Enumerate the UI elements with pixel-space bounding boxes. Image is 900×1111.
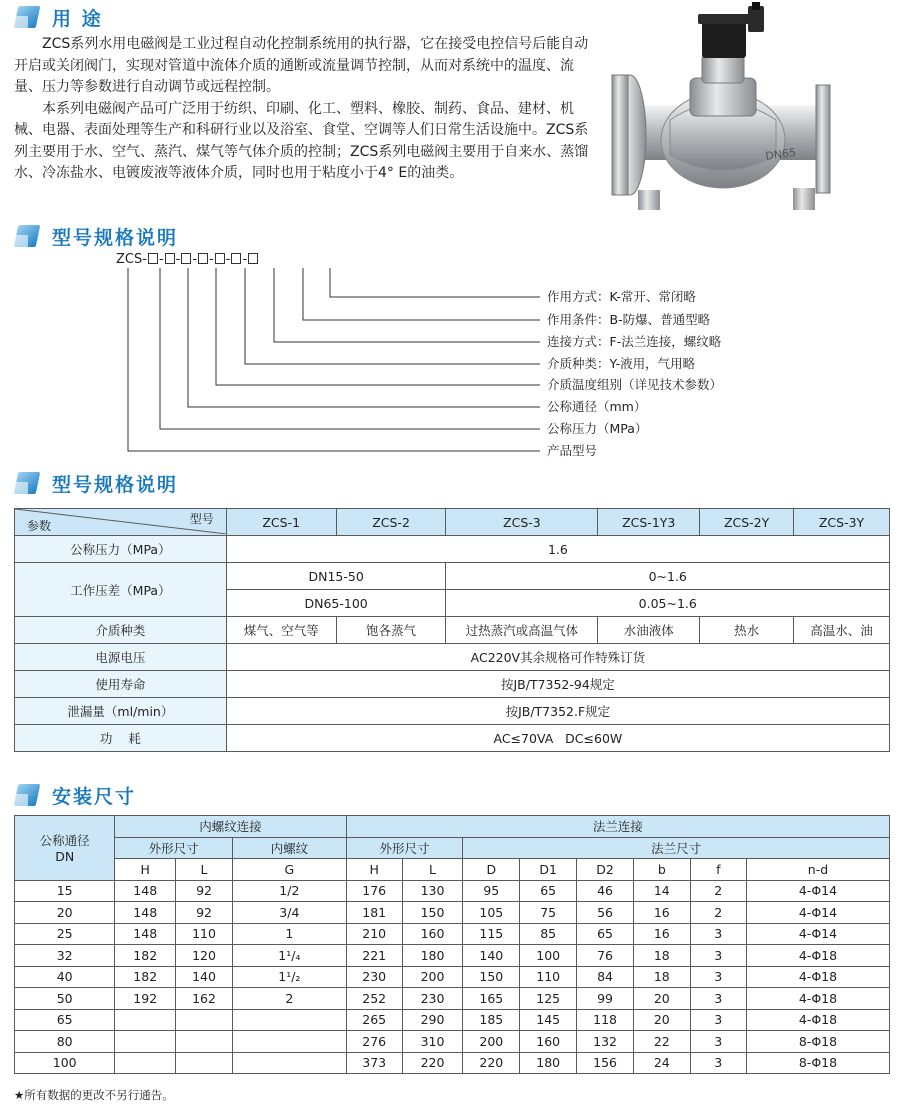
param-value: AC≤70VA DC≤60W [226, 725, 889, 752]
section-bullet-icon [14, 4, 44, 30]
dim-cell-nd: 8-Φ18 [746, 1031, 889, 1053]
dim-cell-th_h: 148 [115, 880, 176, 902]
dim-cell-f: 3 [690, 1052, 746, 1074]
model-header: ZCS-3Y [794, 509, 890, 536]
col-header: n-d [746, 859, 889, 881]
dim-cell-d: 95 [463, 880, 520, 902]
table-row [15, 1009, 890, 1031]
dim-cell-d1: 100 [520, 945, 577, 967]
table-row [15, 536, 890, 563]
dim-cell-fl_h: 176 [346, 880, 402, 902]
param-value: AC220V其余规格可作特殊订货 [226, 644, 889, 671]
outline-header: 外形尺寸 [115, 837, 233, 859]
param-value: 按JB/T7352.F规定 [226, 698, 889, 725]
dim-cell-f: 2 [690, 880, 746, 902]
dim-cell-d: 105 [463, 902, 520, 924]
dim-cell-d1: 145 [520, 1009, 577, 1031]
dim-cell-d2: 65 [577, 923, 634, 945]
dim-cell-d2: 46 [577, 880, 634, 902]
dim-cell-f: 3 [690, 923, 746, 945]
dim-cell-th_l: 140 [176, 966, 233, 988]
dim-cell-nd: 4-Φ18 [746, 1009, 889, 1031]
dim-cell-th_h: 148 [115, 902, 176, 924]
dimension-table [14, 815, 890, 1074]
medium-cell: 高温水、油 [794, 617, 890, 644]
dim-cell-th_l: 92 [176, 902, 233, 924]
dim-cell-d: 115 [463, 923, 520, 945]
thread-header: 内螺纹 [232, 837, 346, 859]
dim-cell-nd: 4-Φ18 [746, 988, 889, 1010]
dn-header [15, 816, 115, 881]
corner-top-label: 型号 [189, 512, 214, 526]
param-value: 0~1.6 [446, 563, 890, 590]
dim-cell-fl_h: 373 [346, 1052, 402, 1074]
dim-cell-d2: 156 [577, 1052, 634, 1074]
col-header: D1 [520, 859, 577, 881]
table-row [15, 725, 890, 752]
corner-cell [15, 509, 227, 536]
dim-cell-th_l [176, 1009, 233, 1031]
section-bullet-icon [14, 223, 44, 249]
dim-cell-fl_l: 200 [402, 966, 463, 988]
medium-cell: 饱各蒸气 [336, 617, 446, 644]
param-label: 泄漏量（ml/min） [15, 698, 227, 725]
dim-cell-d: 165 [463, 988, 520, 1010]
dim-cell-d: 200 [463, 1031, 520, 1053]
table-row [15, 617, 890, 644]
dim-cell-dn: 20 [15, 902, 115, 924]
dim-cell-fl_h: 265 [346, 1009, 402, 1031]
section-header-model [14, 221, 178, 251]
dim-cell-fl_h: 181 [346, 902, 402, 924]
dim-cell-th_l: 162 [176, 988, 233, 1010]
footnote: ★所有数据的更改不另行通告。 [14, 1088, 174, 1102]
table-row [15, 644, 890, 671]
param-label: 公称压力（MPa） [15, 536, 227, 563]
table-row [15, 902, 890, 924]
dim-cell-d1: 85 [520, 923, 577, 945]
dim-cell-d2: 132 [577, 1031, 634, 1053]
dim-cell-dn: 40 [15, 966, 115, 988]
dim-cell-b: 20 [634, 988, 691, 1010]
dim-cell-d2: 99 [577, 988, 634, 1010]
dim-cell-d1: 160 [520, 1031, 577, 1053]
model-code-label: 介质种类：Y-液用，气用略 [547, 356, 696, 371]
dim-cell-g [232, 1009, 346, 1031]
col-header: L [176, 859, 233, 881]
section-title: 型号规格说明 [52, 226, 179, 249]
dim-cell-th_h [115, 1009, 176, 1031]
table-header-row [15, 816, 890, 838]
dim-cell-fl_l: 130 [402, 880, 463, 902]
dim-cell-f: 3 [690, 945, 746, 967]
dim-cell-d: 220 [463, 1052, 520, 1074]
medium-cell: 煤气、空气等 [226, 617, 336, 644]
dim-cell-d1: 125 [520, 988, 577, 1010]
dim-cell-g [232, 1052, 346, 1074]
corner-bottom-label: 参数 [27, 519, 52, 533]
model-header: ZCS-1Y3 [598, 509, 700, 536]
dim-cell-th_l [176, 1031, 233, 1053]
dim-cell-d2: 84 [577, 966, 634, 988]
section-bullet-icon [14, 782, 44, 808]
dim-cell-nd: 4-Φ14 [746, 923, 889, 945]
section-title: 型号规格说明 [52, 473, 179, 496]
section-header-spec [14, 468, 178, 498]
dim-cell-b: 16 [634, 923, 691, 945]
col-header: H [346, 859, 402, 881]
col-header: H [115, 859, 176, 881]
model-header: ZCS-1 [226, 509, 336, 536]
model-header: ZCS-2 [336, 509, 446, 536]
dim-cell-g: 3/4 [232, 902, 346, 924]
dim-cell-dn: 100 [15, 1052, 115, 1074]
dim-cell-fl_l: 230 [402, 988, 463, 1010]
dim-cell-th_h [115, 1031, 176, 1053]
table-header-row [15, 837, 890, 859]
param-value: 按JB/T7352-94规定 [226, 671, 889, 698]
table-row [15, 563, 890, 590]
model-code-label: 连接方式：F-法兰连接，螺纹略 [547, 334, 722, 349]
dim-cell-fl_l: 310 [402, 1031, 463, 1053]
dim-cell-fl_l: 160 [402, 923, 463, 945]
model-code-label: 介质温度组别（详见技术参数） [547, 377, 723, 392]
dn-header-line: 公称通径 [39, 833, 90, 849]
dim-cell-dn: 25 [15, 923, 115, 945]
param-value: 1.6 [226, 536, 889, 563]
dim-cell-th_h: 182 [115, 966, 176, 988]
dim-cell-th_h: 148 [115, 923, 176, 945]
dim-cell-th_h [115, 1052, 176, 1074]
dim-cell-dn: 15 [15, 880, 115, 902]
dim-cell-b: 24 [634, 1052, 691, 1074]
dn-header-line: DN [55, 849, 75, 865]
dim-cell-dn: 65 [15, 1009, 115, 1031]
dim-cell-b: 16 [634, 902, 691, 924]
dim-cell-d1: 65 [520, 880, 577, 902]
col-header: f [690, 859, 746, 881]
dim-cell-g: 1¹/₂ [232, 966, 346, 988]
dim-cell-nd: 4-Φ14 [746, 880, 889, 902]
table-row [15, 880, 890, 902]
table-row [15, 988, 890, 1010]
dim-cell-g: 1/2 [232, 880, 346, 902]
param-label: 介质种类 [15, 617, 227, 644]
section-title: 用 途 [52, 7, 103, 30]
table-row [15, 1052, 890, 1074]
table-row [15, 698, 890, 725]
dim-cell-th_l: 92 [176, 880, 233, 902]
dn-range: DN15-50 [226, 563, 446, 590]
intro-paragraph: 本系列电磁阀产品可广泛用于纺织、印刷、化工、塑料、橡胶、制药、食品、建材、机械、电器、表面处理等生产和科研行业以及浴室、食堂、空调等人们日常生活设施中。ZCS系列主要用于水、空气、蒸汽、煤气等气体介质的控制；ZCS系列电磁阀主要用于自来水、蒸馏水、冷冻盐水、电镀废液等液体介质，同时也用于粘度小于4° E的油类。 [14, 100, 589, 181]
medium-cell: 过热蒸汽或高温气体 [446, 617, 598, 644]
section-title: 安装尺寸 [52, 785, 137, 808]
dim-cell-fl_h: 252 [346, 988, 402, 1010]
model-header: ZCS-2Y [700, 509, 794, 536]
dim-cell-fl_h: 276 [346, 1031, 402, 1053]
table-row [15, 945, 890, 967]
dim-cell-d2: 56 [577, 902, 634, 924]
dim-cell-f: 3 [690, 1031, 746, 1053]
table-row [15, 966, 890, 988]
model-code-label: 公称通径（mm） [547, 399, 647, 414]
dim-cell-b: 18 [634, 945, 691, 967]
model-code-label: 产品型号 [547, 443, 598, 458]
dim-cell-nd: 4-Φ18 [746, 945, 889, 967]
dim-cell-d1: 110 [520, 966, 577, 988]
dim-cell-f: 3 [690, 966, 746, 988]
col-header: L [402, 859, 463, 881]
dim-cell-fl_l: 290 [402, 1009, 463, 1031]
dim-cell-d: 185 [463, 1009, 520, 1031]
table-row [15, 1031, 890, 1053]
table-header-row [15, 859, 890, 881]
solenoid-valve-image [598, 0, 843, 225]
dim-cell-d2: 76 [577, 945, 634, 967]
dn-range: DN65-100 [226, 590, 446, 617]
dim-cell-th_l: 120 [176, 945, 233, 967]
dim-cell-f: 3 [690, 1009, 746, 1031]
dim-cell-dn: 32 [15, 945, 115, 967]
section-header-install [14, 780, 136, 810]
dim-cell-b: 22 [634, 1031, 691, 1053]
param-value: 0.05~1.6 [446, 590, 890, 617]
param-label: 使用寿命 [15, 671, 227, 698]
param-label: 电源电压 [15, 644, 227, 671]
model-code-label: 作用条件：B-防爆、普通型略 [547, 312, 711, 327]
thread-group-header: 内螺纹连接 [115, 816, 346, 838]
dim-cell-g: 1 [232, 923, 346, 945]
flange-group-header: 法兰连接 [346, 816, 889, 838]
dim-cell-nd: 4-Φ18 [746, 966, 889, 988]
flange-dim-header: 法兰尺寸 [463, 837, 890, 859]
dim-cell-fl_h: 221 [346, 945, 402, 967]
dim-cell-fl_h: 230 [346, 966, 402, 988]
dim-cell-fl_h: 210 [346, 923, 402, 945]
dim-cell-fl_l: 150 [402, 902, 463, 924]
model-header: ZCS-3 [446, 509, 598, 536]
dim-cell-fl_l: 180 [402, 945, 463, 967]
dim-cell-d2: 118 [577, 1009, 634, 1031]
dim-cell-th_l [176, 1052, 233, 1074]
outline-header: 外形尺寸 [346, 837, 463, 859]
spec-table [14, 508, 890, 752]
table-row [15, 671, 890, 698]
table-header-row [15, 509, 890, 536]
param-label: 功 耗 [15, 725, 227, 752]
dim-cell-th_l: 110 [176, 923, 233, 945]
dim-cell-d: 140 [463, 945, 520, 967]
section-bullet-icon [14, 470, 44, 496]
medium-cell: 水油液体 [598, 617, 700, 644]
dim-cell-th_h: 192 [115, 988, 176, 1010]
model-code-diagram: ZCS- - - - - - - [116, 252, 259, 267]
model-code-label: 公称压力（MPa） [547, 421, 648, 436]
dim-cell-nd: 4-Φ14 [746, 902, 889, 924]
dim-cell-g: 1¹/₄ [232, 945, 346, 967]
intro-paragraph: ZCS系列水用电磁阀是工业过程自动化控制系统用的执行器，它在接受电控信号后能自动开启或关闭阀门，实现对管道中流体介质的通断或流量调节控制，从而对系统中的温度、流量、压力等参数进行自动调节或远程控制。 [14, 36, 589, 95]
dim-cell-b: 18 [634, 966, 691, 988]
dim-cell-f: 2 [690, 902, 746, 924]
valve-stamp: DN65 [764, 145, 797, 163]
col-header: b [634, 859, 691, 881]
dim-cell-g [232, 1031, 346, 1053]
medium-cell: 热水 [700, 617, 794, 644]
model-code-prefix: ZCS- [116, 252, 147, 267]
table-row [15, 923, 890, 945]
dim-cell-th_h: 182 [115, 945, 176, 967]
dim-cell-b: 20 [634, 1009, 691, 1031]
dim-cell-f: 3 [690, 988, 746, 1010]
col-header: D2 [577, 859, 634, 881]
model-code-label: 作用方式：K-常开、常闭略 [547, 289, 696, 304]
dim-cell-d1: 75 [520, 902, 577, 924]
dim-cell-b: 14 [634, 880, 691, 902]
dim-cell-dn: 50 [15, 988, 115, 1010]
col-header: D [463, 859, 520, 881]
col-header: G [232, 859, 346, 881]
dim-cell-d: 150 [463, 966, 520, 988]
dim-cell-nd: 8-Φ18 [746, 1052, 889, 1074]
dim-cell-d1: 180 [520, 1052, 577, 1074]
intro-text [14, 34, 589, 185]
dim-cell-g: 2 [232, 988, 346, 1010]
section-header-purpose [14, 2, 103, 32]
dim-cell-dn: 80 [15, 1031, 115, 1053]
dim-cell-fl_l: 220 [402, 1052, 463, 1074]
param-label: 工作压差（MPa） [15, 563, 227, 617]
